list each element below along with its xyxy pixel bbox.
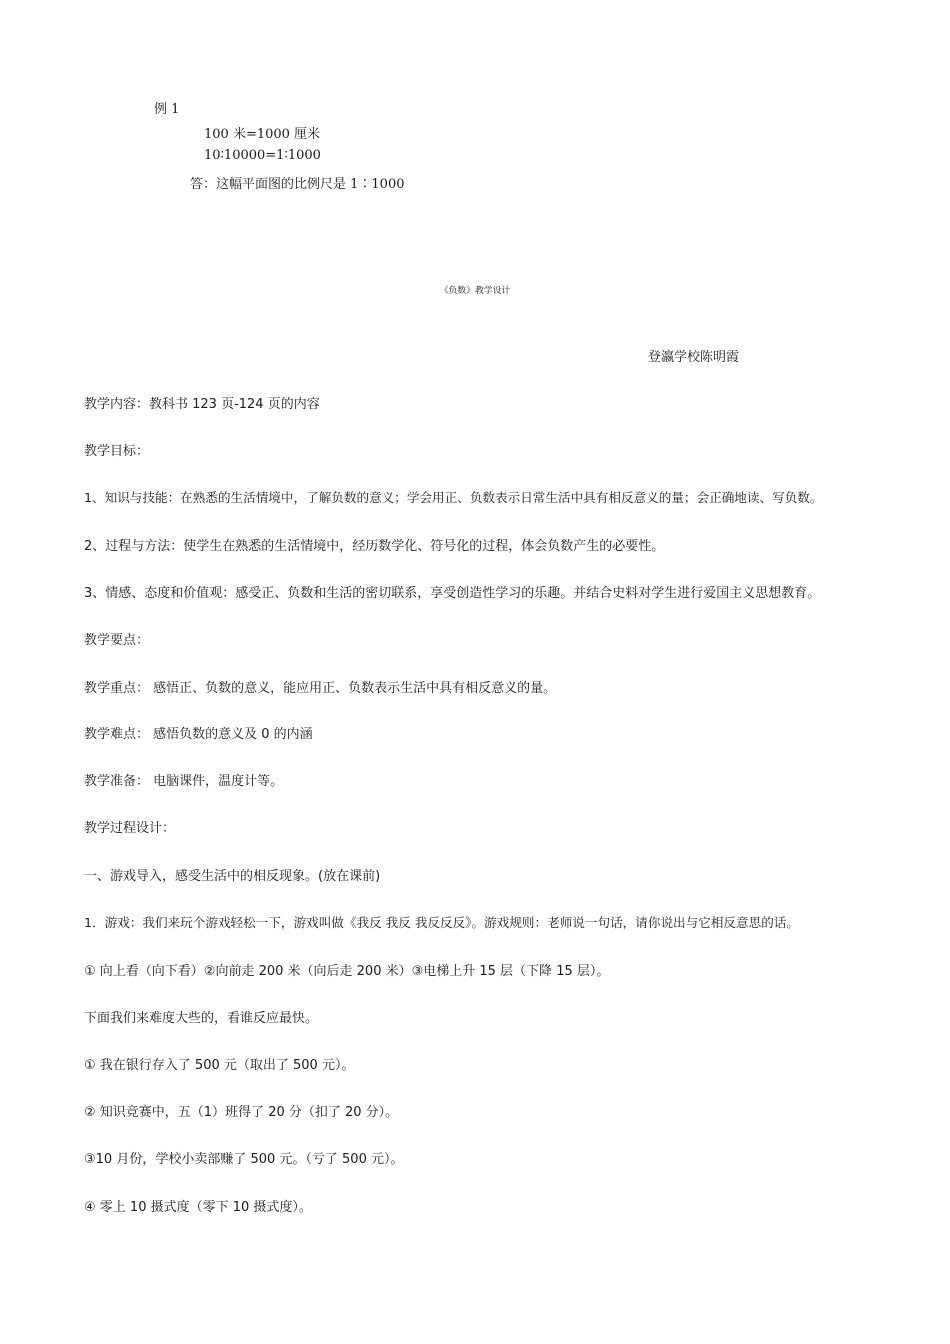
list-item: ③10 月份，学校小卖部赚了 500 元。（亏了 500 元）。: [84, 1152, 404, 1167]
paragraph-game-examples: ① 向上看（向下看）②向前走 200 米（向后走 200 米）③电梯上升 15 层（下降 15 层）。: [84, 964, 610, 979]
paragraph-goal-knowledge: 1、知识与技能：在熟悉的生活情境中，了解负数的意义；学会用正、负数表示日常生活中具有相反意义的量；会正确地读、写负数。: [84, 490, 823, 505]
example-ratio-line: 10∶10000=1∶1000: [204, 148, 321, 163]
paragraph-teaching-goals-heading: 教学目标：: [84, 444, 150, 459]
paragraph-difficulty: 教学难点： 感悟负数的意义及 0 的内涵: [84, 727, 313, 742]
paragraph-process-heading: 教学过程设计：: [84, 821, 176, 836]
list-item: ④ 零上 10 摄式度（零下 10 摄式度）。: [84, 1200, 312, 1215]
example-answer-line: 答：这幅平面图的比例尺是 1∶1000: [190, 177, 405, 192]
example-label: 例 1: [154, 102, 180, 117]
paragraph-goal-process: 2、过程与方法：使学生在熟悉的生活情境中，经历数学化、符号化的过程，体会负数产生的必要性。: [84, 539, 665, 554]
paragraph-section-one: 一、游戏导入，感受生活中的相反现象。(放在课前): [84, 869, 381, 884]
paragraph-teaching-content: 教学内容：教科书 123 页-124 页的内容: [84, 397, 320, 412]
paragraph-focus: 教学重点： 感悟正、负数的意义，能应用正、负数表示生活中具有相反意义的量。: [84, 681, 557, 696]
paragraph-goal-attitude: 3、情感、态度和价值观：感受正、负数和生活的密切联系，享受创造性学习的乐趣。并结合史料对学生进行爱国主义思想教育。: [84, 586, 821, 601]
document-author: 登瀛学校陈明霞: [648, 350, 740, 365]
list-item: ② 知识竞赛中，五（1）班得了 20 分（扣了 20 分）。: [84, 1105, 399, 1120]
list-item: ① 我在银行存入了 500 元（取出了 500 元）。: [84, 1058, 355, 1073]
document-title: 《负数》教学设计: [439, 286, 511, 296]
paragraph-harder-intro: 下面我们来难度大些的，看谁反应最快。: [84, 1011, 319, 1026]
paragraph-preparation: 教学准备： 电脑课件，温度计等。: [84, 774, 284, 789]
paragraph-game-rules: 1．游戏：我们来玩个游戏轻松一下，游戏叫做《我反 我反 我反反反》。游戏规则：老师说一句话，请你说出与它相反意思的话。: [84, 915, 799, 930]
paragraph-key-points-heading: 教学要点：: [84, 633, 150, 648]
example-conversion-line: 100 米=1000 厘米: [204, 127, 321, 142]
